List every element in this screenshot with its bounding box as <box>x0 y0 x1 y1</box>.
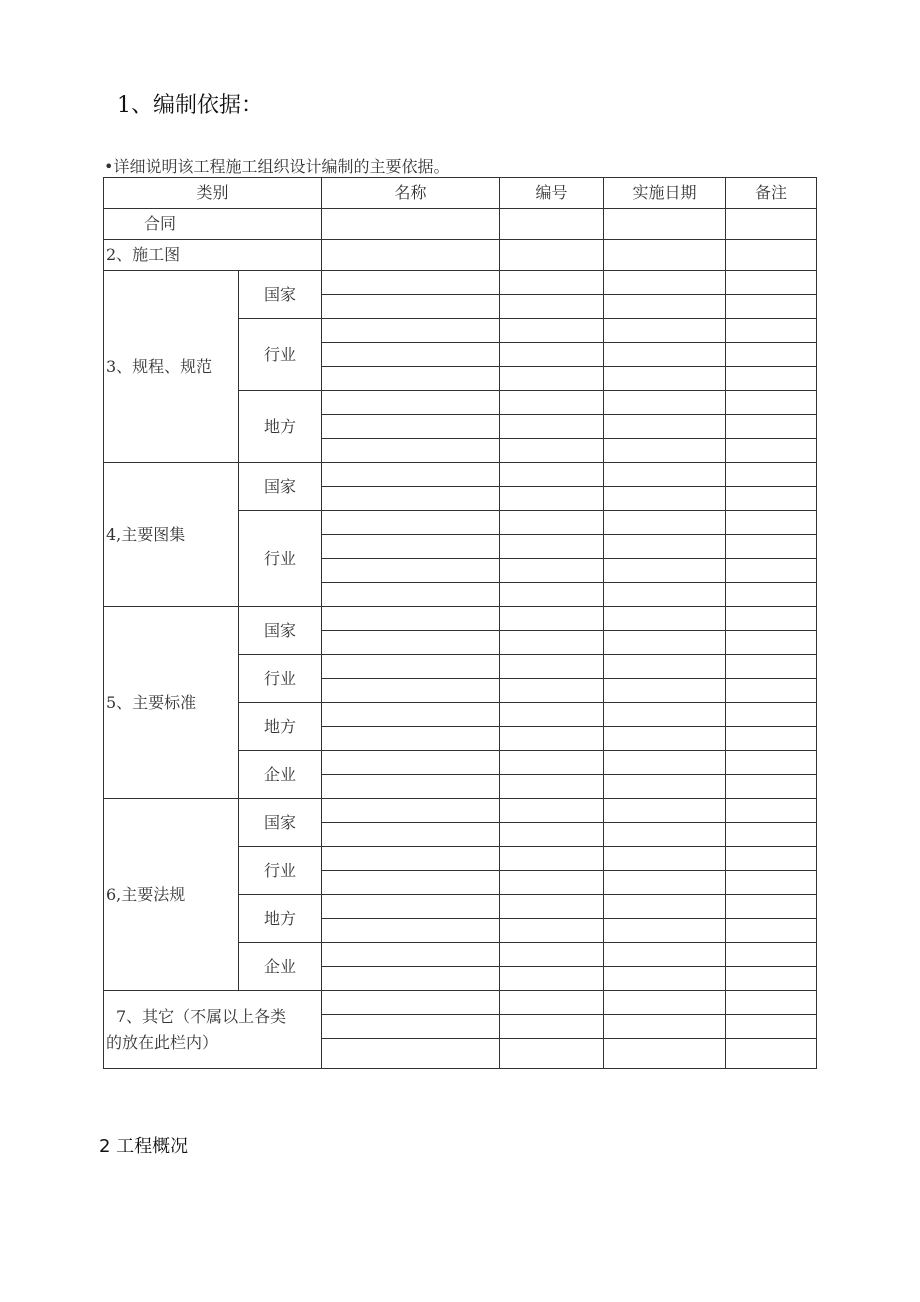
cell-remarks[interactable] <box>726 967 817 991</box>
cell-date[interactable] <box>604 367 726 391</box>
cell-date[interactable] <box>604 799 726 823</box>
cell-name[interactable] <box>322 703 500 727</box>
cell-number[interactable] <box>500 319 604 343</box>
cell-remarks[interactable] <box>726 209 817 240</box>
cell-name[interactable] <box>322 727 500 751</box>
cell-date[interactable] <box>604 1015 726 1039</box>
table-row <box>104 209 817 240</box>
cell-number[interactable] <box>500 487 604 511</box>
cell-number[interactable] <box>500 1039 604 1069</box>
cell-date[interactable] <box>604 679 726 703</box>
cell-name[interactable] <box>322 391 500 415</box>
basis-table <box>103 177 817 1069</box>
sub-national: 国家 <box>239 271 322 319</box>
cell-remarks[interactable] <box>726 463 817 487</box>
cell-date[interactable] <box>604 535 726 559</box>
cell-date[interactable] <box>604 240 726 271</box>
cell-remarks[interactable] <box>726 391 817 415</box>
cell-number[interactable] <box>500 775 604 799</box>
cell-number[interactable] <box>500 583 604 607</box>
cell-date[interactable] <box>604 319 726 343</box>
cell-remarks[interactable] <box>726 415 817 439</box>
cell-date[interactable] <box>604 895 726 919</box>
header-row <box>104 178 817 209</box>
cell-number[interactable] <box>500 847 604 871</box>
cell-remarks[interactable] <box>726 487 817 511</box>
cell-name[interactable] <box>322 559 500 583</box>
cell-remarks[interactable] <box>726 367 817 391</box>
cell-date[interactable] <box>604 823 726 847</box>
cell-number[interactable] <box>500 607 604 631</box>
cell-date[interactable] <box>604 847 726 871</box>
cell-remarks[interactable] <box>726 799 817 823</box>
cell-remarks[interactable] <box>726 295 817 319</box>
cell-remarks[interactable] <box>726 343 817 367</box>
cell-name[interactable] <box>322 439 500 463</box>
cell-date[interactable] <box>604 1039 726 1069</box>
cell-name[interactable] <box>322 240 500 271</box>
cell-remarks[interactable] <box>726 991 817 1015</box>
cell-remarks[interactable] <box>726 727 817 751</box>
cell-number[interactable] <box>500 727 604 751</box>
cell-name[interactable] <box>322 271 500 295</box>
sub-national: 国家 <box>239 607 322 655</box>
cell-remarks[interactable] <box>726 511 817 535</box>
cell-number[interactable] <box>500 655 604 679</box>
cell-name[interactable] <box>322 631 500 655</box>
cell-name[interactable] <box>322 511 500 535</box>
cell-date[interactable] <box>604 343 726 367</box>
cell-name[interactable] <box>322 487 500 511</box>
cell-remarks[interactable] <box>726 240 817 271</box>
cell-date[interactable] <box>604 991 726 1015</box>
category-laws: 6,主要法规 <box>104 799 239 991</box>
table-row <box>104 240 817 271</box>
cell-date[interactable] <box>604 463 726 487</box>
cell-number[interactable] <box>500 871 604 895</box>
cell-number[interactable] <box>500 391 604 415</box>
cell-remarks[interactable] <box>726 919 817 943</box>
cell-date[interactable] <box>604 703 726 727</box>
section-heading-compilation-basis: 1、编制依据： <box>117 93 263 118</box>
cell-remarks[interactable] <box>726 679 817 703</box>
cell-remarks[interactable] <box>726 583 817 607</box>
cell-date[interactable] <box>604 415 726 439</box>
cell-number[interactable] <box>500 439 604 463</box>
sub-industry: 行业 <box>239 655 322 703</box>
cell-name[interactable] <box>322 943 500 967</box>
cell-date[interactable] <box>604 271 726 295</box>
cell-date[interactable] <box>604 209 726 240</box>
category-regulations: 3、规程、规范 <box>104 271 239 463</box>
cell-number[interactable] <box>500 895 604 919</box>
sub-local: 地方 <box>239 895 322 943</box>
category-other-line2: 的放在此栏内） <box>106 1032 219 1052</box>
cell-name[interactable] <box>322 895 500 919</box>
intro-text: •详细说明该工程施工组织设计编制的主要依据。 <box>104 157 450 176</box>
category-other <box>104 991 322 1069</box>
cell-name[interactable] <box>322 991 500 1015</box>
cell-date[interactable] <box>604 775 726 799</box>
cell-name[interactable] <box>322 871 500 895</box>
cell-remarks[interactable] <box>726 847 817 871</box>
sub-local: 地方 <box>239 703 322 751</box>
cell-name[interactable] <box>322 319 500 343</box>
cell-number[interactable] <box>500 511 604 535</box>
cell-date[interactable] <box>604 439 726 463</box>
cell-number[interactable] <box>500 1015 604 1039</box>
cell-name[interactable] <box>322 1039 500 1069</box>
cell-name[interactable] <box>322 607 500 631</box>
cell-date[interactable] <box>604 487 726 511</box>
cell-name[interactable] <box>322 775 500 799</box>
cell-remarks[interactable] <box>726 943 817 967</box>
cell-remarks[interactable] <box>726 607 817 631</box>
cell-number[interactable] <box>500 679 604 703</box>
sub-industry: 行业 <box>239 511 322 607</box>
sub-national: 国家 <box>239 799 322 847</box>
sub-local: 地方 <box>239 391 322 463</box>
cell-number[interactable] <box>500 919 604 943</box>
header-category: 类别 <box>104 178 322 209</box>
cell-date[interactable] <box>604 655 726 679</box>
sub-enterprise: 企业 <box>239 943 322 991</box>
cell-remarks[interactable] <box>726 871 817 895</box>
cell-number[interactable] <box>500 943 604 967</box>
cell-date[interactable] <box>604 751 726 775</box>
cell-name[interactable] <box>322 799 500 823</box>
cell-number[interactable] <box>500 415 604 439</box>
category-atlases: 4,主要图集 <box>104 463 239 607</box>
cell-remarks[interactable] <box>726 439 817 463</box>
header-date: 实施日期 <box>604 178 726 209</box>
cell-date[interactable] <box>604 607 726 631</box>
cell-name[interactable] <box>322 463 500 487</box>
cell-name[interactable] <box>322 343 500 367</box>
section-heading-project-overview: 2 工程概况 <box>99 1136 189 1157</box>
row-contract: 合同 <box>104 209 322 240</box>
cell-name[interactable] <box>322 679 500 703</box>
cell-remarks[interactable] <box>726 751 817 775</box>
cell-name[interactable] <box>322 751 500 775</box>
cell-date[interactable] <box>604 391 726 415</box>
sub-industry: 行业 <box>239 847 322 895</box>
sub-national: 国家 <box>239 463 322 511</box>
category-other-line1: 7、其它（不属以上各类 <box>116 1006 287 1026</box>
cell-name[interactable] <box>322 967 500 991</box>
cell-date[interactable] <box>604 871 726 895</box>
sub-industry: 行业 <box>239 319 322 391</box>
cell-number[interactable] <box>500 295 604 319</box>
cell-remarks[interactable] <box>726 535 817 559</box>
cell-number[interactable] <box>500 703 604 727</box>
cell-remarks[interactable] <box>726 319 817 343</box>
cell-date[interactable] <box>604 631 726 655</box>
cell-date[interactable] <box>604 583 726 607</box>
cell-number[interactable] <box>500 367 604 391</box>
cell-name[interactable] <box>322 535 500 559</box>
cell-number[interactable] <box>500 751 604 775</box>
cell-number[interactable] <box>500 823 604 847</box>
cell-remarks[interactable] <box>726 559 817 583</box>
cell-date[interactable] <box>604 727 726 751</box>
cell-name[interactable] <box>322 367 500 391</box>
cell-number[interactable] <box>500 967 604 991</box>
cell-remarks[interactable] <box>726 703 817 727</box>
header-name: 名称 <box>322 178 500 209</box>
cell-date[interactable] <box>604 943 726 967</box>
cell-remarks[interactable] <box>726 631 817 655</box>
cell-number[interactable] <box>500 209 604 240</box>
cell-number[interactable] <box>500 535 604 559</box>
cell-remarks[interactable] <box>726 775 817 799</box>
category-standards: 5、主要标准 <box>104 607 239 799</box>
cell-date[interactable] <box>604 295 726 319</box>
cell-date[interactable] <box>604 919 726 943</box>
cell-name[interactable] <box>322 295 500 319</box>
cell-name[interactable] <box>322 847 500 871</box>
cell-name[interactable] <box>322 1015 500 1039</box>
cell-date[interactable] <box>604 511 726 535</box>
cell-remarks[interactable] <box>726 1039 817 1069</box>
sub-enterprise: 企业 <box>239 751 322 799</box>
cell-number[interactable] <box>500 463 604 487</box>
header-number: 编号 <box>500 178 604 209</box>
cell-name[interactable] <box>322 583 500 607</box>
cell-number[interactable] <box>500 271 604 295</box>
cell-number[interactable] <box>500 240 604 271</box>
cell-remarks[interactable] <box>726 1015 817 1039</box>
cell-remarks[interactable] <box>726 655 817 679</box>
cell-remarks[interactable] <box>726 271 817 295</box>
cell-remarks[interactable] <box>726 895 817 919</box>
cell-name[interactable] <box>322 655 500 679</box>
cell-name[interactable] <box>322 919 500 943</box>
cell-number[interactable] <box>500 631 604 655</box>
header-remarks: 备注 <box>726 178 817 209</box>
cell-number[interactable] <box>500 799 604 823</box>
row-drawings: 2、施工图 <box>104 240 322 271</box>
cell-remarks[interactable] <box>726 823 817 847</box>
cell-number[interactable] <box>500 343 604 367</box>
cell-name[interactable] <box>322 209 500 240</box>
cell-date[interactable] <box>604 559 726 583</box>
cell-number[interactable] <box>500 559 604 583</box>
cell-number[interactable] <box>500 991 604 1015</box>
cell-date[interactable] <box>604 967 726 991</box>
cell-name[interactable] <box>322 823 500 847</box>
cell-name[interactable] <box>322 415 500 439</box>
